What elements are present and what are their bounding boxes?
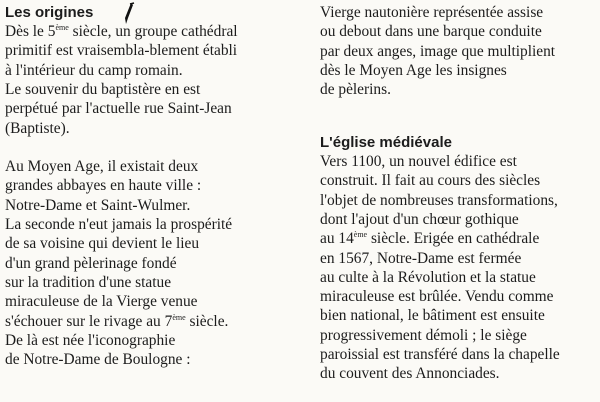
text-line [5,22,238,41]
text-line: Vers 1100, un nouvel édifice est [320,153,517,170]
text-line: paroissial est transféré dans la chapelle [320,346,560,363]
ordinal-superscript: ème [172,312,186,322]
text-line: perpétué par l'actuelle rue Saint-Jean [5,100,232,118]
text-line: du couvent des Annonciades. [320,365,500,383]
ordinal-superscript: ème [353,230,368,240]
text-line: dont l'ajout d'un chœur gothique [320,210,519,228]
text-line: grandes abbayes en haute ville : [5,177,202,195]
text-line: progressivement démoli ; le siège [320,326,527,344]
text-line: en 1567, Notre-Dame est fermée [320,249,522,267]
text-line: construit. Il fait au cours des siècles [320,172,541,190]
text-fragment: au 14 [320,230,354,248]
text-line: miraculeuse est brûlée. Vendu comme [320,288,554,306]
text-line: par deux anges, image que multiplient [320,42,556,60]
text-line: à l'intérieur du camp romain. [5,61,183,79]
section-heading-origines: Les origines [5,4,94,21]
text-fragment: siècle. Erigée en cathédrale [367,230,540,248]
text-fragment: siècle, un groupe cathédral [68,23,238,40]
text-line: d'un grand pèlerinage fondé [5,254,177,272]
text-line [5,312,228,331]
text-line: Notre-Dame et Saint-Wulmer. [5,196,191,214]
text-line: de pèlerins. [320,81,391,99]
text-fragment: siècle. [185,312,229,330]
text-line: de Notre-Dame de Boulogne : [5,351,191,369]
text-line: sur la tradition d'une statue [5,273,172,291]
text-line: Vierge nautonière représentée assise [320,4,544,21]
text-line: Le souvenir du baptistère en est [5,80,201,98]
text-line: primitif est vraisembla-blement établi [5,42,238,60]
ordinal-superscript: ème [55,23,69,32]
text-line: au culte à la Révolution et la statue [320,268,536,286]
section-heading-eglise-medievale: L'église médiévale [320,134,452,151]
text-line: ou debout dans une barque conduite [320,23,542,41]
text-line: miraculeuse de la Vierge venue [5,293,198,311]
text-line: Au Moyen Age, il existait deux [5,158,199,176]
text-line: l'objet de nombreuses transformations, [320,191,558,209]
text-line: (Baptiste). [5,119,70,137]
text-line [320,229,539,248]
text-line: La seconde n'eut jamais la prospérité [5,216,233,233]
text-line: dès le Moyen Age les insignes [320,61,507,79]
text-line: De là est née l'iconographie [5,331,176,349]
text-fragment: Dès le 5 [5,23,56,40]
text-line: de sa voisine qui devient le lieu [5,235,200,253]
text-line: bien national, le bâtiment est ensuite [320,307,545,325]
text-fragment: s'échouer sur le rivage au 7 [5,312,173,330]
